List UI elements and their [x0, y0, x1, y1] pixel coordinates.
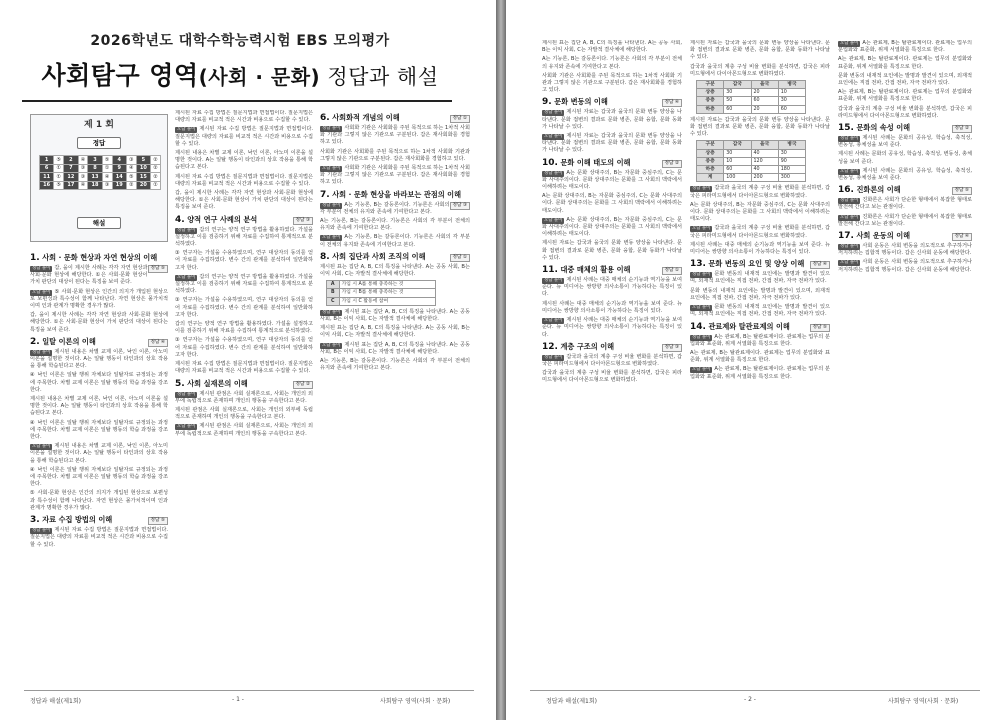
explanation-text: 제시된 사례는 문화의 공유성, 학습성, 축적성, 변동성, 총체성을 보여 준다. [838, 151, 972, 165]
explanation-text: 오답 풀이 갑국과 을국의 계층 구성 비율 변화를 분석하면, 갑국은 피라미드형에서 다이아몬드형으로 변화하였다. [690, 225, 830, 239]
explanation-text: 정답 풀이 문화 변동의 내재적 요인에는 발명과 발견이 있으며, 외재적 요인에는 직접 전파, 간접 전파, 자극 전파가 있다. [690, 271, 830, 285]
explanation-text: ④ 낙인 이론은 일탈 행위 자체보다 일탈자로 규정되는 과정에 주목한다. 차별 교제 이론은 일탈 행동의 학습 과정을 강조한다. [30, 372, 168, 393]
table-cell: 100 [724, 174, 751, 182]
answer-number: 12 [64, 173, 78, 182]
table-cell: 30 [724, 149, 751, 157]
question-title: 6. 사회화적 개념의 이해 정답 ① [320, 113, 470, 123]
explanation-text: 제시된 표는 집단 A, B, C의 특징을 나타낸다. A는 공동 사회, B는 이익 사회, C는 자발적 결사체에 해당한다. [320, 263, 470, 278]
answer-value: ⑤ [54, 156, 64, 165]
table-cell: 60 [751, 97, 778, 105]
answer-grid [39, 155, 161, 190]
answer-box [30, 114, 168, 242]
question-title: 16. 진화론의 이해 정답 ⑤ [838, 185, 972, 195]
table-cell: 120 [751, 157, 778, 165]
answer-value: ③ [102, 181, 112, 190]
table-row [697, 166, 806, 174]
answer-number: 13 [88, 173, 102, 182]
table-cell: 하층 [697, 105, 724, 113]
group-comparison-table [326, 280, 436, 306]
round-label: 제 1 회 [84, 120, 114, 130]
explanation-text: 정답 풀이 진화론은 사회가 단순한 형태에서 복잡한 형태로 발전해 간다고 보는 관점이다. [838, 197, 972, 211]
question-title: 4. 양적 연구 사례의 분석 정답 ③ [175, 215, 313, 225]
table-cell: 계 [697, 174, 724, 182]
page-number: - 1 - [232, 696, 244, 703]
explanation-text: 제시된 자료 수집 방법은 질문지법과 면접법이다. 질문지법은 대량의 자료를 비교적 적은 시간과 비용으로 수집할 수 있다. [175, 361, 313, 375]
explanation-text: A는 관료제, B는 탈관료제이다. 관료제는 업무의 분업화와 표준화, 위계 서열화를 특징으로 한다. [838, 89, 972, 103]
answer-number: 11 [40, 173, 54, 182]
table-row [697, 105, 806, 113]
answer-number: 5 [136, 156, 150, 165]
explanation-text: 갑, 을이 제시한 사례는 각각 자연 현상과 사회·문화 현상에 해당한다. ①은 사회·문화 현상이 가치 판단의 대상이 된다는 특징을 보여 준다. [30, 312, 168, 333]
answer-number: 8 [88, 164, 102, 173]
table-header-cell: 구분 [697, 141, 724, 149]
footer-rule [530, 690, 980, 691]
footer-left: 정답과 해설(제1회) [546, 698, 597, 705]
answer-number: 10 [136, 164, 150, 173]
explanation-text: 정답 풀이 제시된 내용은 차별 교제 이론, 낙인 이론, 아노미 이론을 설명한 것이다. A는 일탈 행동이 타인과의 상호 작용을 통해 학습된다고 본다. [30, 348, 168, 370]
explanation-text: 제시된 사례는 대중 매체의 순기능과 역기능을 보여 준다. 뉴 미디어는 쌍방향 의사소통이 가능하다는 특징이 있다. [690, 241, 830, 256]
question-title: 3. 자료 수집 방법의 이해 정답 ⑤ [30, 515, 168, 525]
table-header-cell: 병국 [778, 81, 805, 89]
explanation-text: 정답 풀이 사회 운동은 사회 변동을 의도적으로 추구하거나 저지하려는 집합적 행동이다. 갑은 신사회 운동에 해당한다. [838, 243, 972, 257]
explanation-text: 정답 풀이 갑, 을이 제시한 사례는 각각 자연 현상과 사회·문화 현상에 해당한다. ①은 사회·문화 현상이 가치 판단의 대상이 된다는 특징을 보여 준다. [30, 265, 148, 286]
explanation-text: 오답 풀이 제시된 자료는 갑국과 을국의 문화 변동 양상을 나타낸다. 문화 접변의 결과로 문화 병존, 문화 융합, 문화 동화가 나타날 수 있다. [542, 133, 682, 154]
column-2 [690, 40, 830, 685]
answer-value: ② [151, 156, 161, 165]
answer-label: 정답 [77, 137, 121, 149]
answer-value: ⑤ [102, 156, 112, 165]
explanation-text: ③ 연구자는 가설을 수용하였으며, 연구 대상자의 동의를 얻어 자료를 수집하였다. 변수 간의 관계를 분석하여 일반화하고자 한다. [175, 337, 313, 358]
column-1 [542, 40, 682, 685]
answer-number: 6 [40, 164, 54, 173]
table-cell: 중층 [697, 97, 724, 105]
table-header-cell: 갑국 [724, 81, 751, 89]
explanation-text: ③ 연구자는 가설을 수용하였으며, 연구 대상자의 동의를 얻어 자료를 수집하였다. 변수 간의 관계를 분석하여 일반화하고자 한다. [175, 297, 313, 318]
explanation-text: 문화 변동의 내재적 요인에는 발명과 발견이 있으며, 외재적 요인에는 직접 전파, 간접 전파, 자극 전파가 있다. [838, 72, 972, 87]
footer-left: 정답과 해설(제1회) [30, 698, 81, 705]
explanation-text: 오답 풀이 A는 관료제, B는 탈관료제이다. 관료제는 업무의 분업화와 표준화, 위계 서열화를 특징으로 한다. [838, 40, 972, 54]
explanation-text: 정답 풀이 A는 관료제, B는 탈관료제이다. 관료제는 업무의 분업화와 표준화, 위계 서열화를 특징으로 한다. [690, 333, 830, 347]
answer-number: 19 [112, 181, 126, 190]
answer-number: 2 [64, 156, 78, 165]
table-cell: 50 [724, 97, 751, 105]
explanation-text: 사회화 기관은 사회화를 주된 목적으로 하는 1차적 사회화 기관과 그렇지 않은 기관으로 구분된다. 갑은 재사회화를 경험하고 있다. [542, 72, 682, 94]
explanation-text: 오답 풀이 사회 운동은 사회 변동을 의도적으로 추구하거나 저지하려는 집합적 행동이다. 갑은 신사회 운동에 해당한다. [838, 259, 972, 273]
table-cell: 30 [778, 149, 805, 157]
answer-value: ① [54, 164, 64, 173]
explanation-text: ⑤ 사회·문화 현상은 인간의 의지가 개입된 현상으로 보편성과 특수성이 함께 나타난다. 자연 현상은 몰가치적이며 인과 관계가 명확한 경우가 많다. [30, 490, 168, 511]
question-title: 9. 문화 변동의 이해 정답 ④ [542, 97, 682, 107]
answer-value: ② [126, 181, 136, 190]
stratum-table-2 [696, 140, 806, 182]
table-cell: 300 [778, 174, 805, 182]
table-cell: 10 [778, 89, 805, 97]
explanation-text: 갑, 을이 제시한 사례는 각각 자연 현상과 사회·문화 현상에 해당한다. ①은 사회·문화 현상이 가치 판단의 대상이 된다는 특징을 보여 준다. [175, 190, 313, 211]
explanation-text: 정답 풀이 제시된 사례는 문화의 공유성, 학습성, 축적성, 변동성, 총체성을 보여 준다. [838, 135, 972, 149]
answer-value: ① [151, 181, 161, 190]
explanation-text: 정답 풀이 제시된 관점은 사회 실재론으로, 사회는 개인의 외부에 독립적으로 존재하며 개인의 행동을 구속한다고 본다. [175, 390, 313, 404]
explanation-text: 제시된 내용은 차별 교제 이론, 낙인 이론, 아노미 이론을 설명한 것이다. A는 일탈 행동이 타인과의 상호 작용을 통해 학습된다고 본다. [30, 396, 168, 417]
explanation-text: 제시된 사례는 대중 매체의 순기능과 역기능을 보여 준다. 뉴 미디어는 쌍방향 의사소통이 가능하다는 특징이 있다. [542, 300, 682, 314]
table-row [697, 97, 806, 105]
answer-value: ③ [78, 164, 88, 173]
explanation-text: ④ 낙인 이론은 일탈 행위 자체보다 일탈자로 규정되는 과정에 주목한다. 차별 교제 이론은 일탈 행동의 학습 과정을 강조한다. [30, 466, 168, 488]
explanation-text: 오답 풀이 문화 변동의 내재적 요인에는 발명과 발견이 있으며, 외재적 요인에는 직접 전파, 간접 전파, 자극 전파가 있다. [690, 304, 830, 318]
answer-number: 15 [136, 173, 150, 182]
footer-right: 사회탐구 영역(사회 · 문화) [380, 698, 451, 705]
answer-number: 16 [40, 181, 54, 190]
exam-subtitle: 2026학년도 대학수학능력시험 EBS 모의평가 [90, 33, 390, 49]
table-header-cell: 갑국 [724, 141, 751, 149]
answer-number: 14 [112, 173, 126, 182]
explanation-text: ④ 낙인 이론은 일탈 행위 자체보다 일탈자로 규정되는 과정에 주목한다. 차별 교제 이론은 일탈 행동의 학습 과정을 강조한다. [30, 419, 168, 441]
title-main: 사회탐구 영역 [41, 61, 199, 90]
answer-number: 4 [112, 156, 126, 165]
explanation-text: A는 기능론, B는 갈등론이다. 기능론은 사회의 각 부분이 전체의 유지와 존속에 기여한다고 본다. [320, 358, 470, 372]
title-rest: 정답과 해설 [320, 65, 439, 89]
question-title: 10. 문화 이해 태도의 이해 정답 ② [542, 158, 682, 168]
answer-value: ⑤ [54, 181, 64, 190]
table-cell: 20 [751, 105, 778, 113]
explanation-text: 오답 풀이 제시된 사례는 대중 매체의 순기능과 역기능을 보여 준다. 뉴 미디어는 쌍방향 의사소통이 가능하다는 특징이 있다. [542, 317, 682, 338]
answer-value: ④ [126, 164, 136, 173]
stratum-table [696, 80, 806, 114]
answer-badge: 정답 ⑤ [148, 265, 168, 273]
answer-number: 20 [136, 181, 150, 190]
question-title: 2. 일탈 이론의 이해 정답 ④ [30, 337, 168, 347]
page-number: - 2 - [744, 696, 756, 703]
answer-value: ④ [102, 173, 112, 182]
footer-right: 사회탐구 영역(사회 · 문화) [888, 698, 959, 705]
table-cell: 가입 시 A를 통해 충족하는 것 [339, 281, 435, 289]
answer-value: ⑤ [126, 173, 136, 182]
explanation-text: 제시된 자료는 갑국과 을국의 문화 변동 양상을 나타낸다. 문화 접변의 결과로 문화 병존, 문화 융합, 문화 동화가 나타날 수 있다. [542, 240, 682, 261]
question-title: 1. 사회 · 문화 현상과 자연 현상의 이해 정답 ⑤ [30, 253, 168, 263]
explanation-text: 오답 풀이 제시된 표는 집단 A, B, C의 특징을 나타낸다. A는 공동 사회, B는 이익 사회, C는 자발적 결사체에 해당한다. [320, 341, 470, 355]
table-cell: 가입 시 B를 통해 충족하는 것 [339, 289, 435, 297]
table-header-cell: 구분 [697, 81, 724, 89]
table-header-cell: 을국 [751, 81, 778, 89]
explanation-text: 정답 풀이 제시된 자료 수집 방법은 질문지법과 면접법이다. 질문지법은 대량의 자료를 비교적 적은 시간과 비용으로 수집할 수 있다. [30, 527, 168, 548]
explanation-text: 정답 풀이 A는 기능론, B는 갈등론이다. 기능론은 사회의 각 부분이 전체의 유지와 존속에 기여한다고 본다. [320, 201, 450, 215]
answer-value: ④ [78, 156, 88, 165]
question-title: 17. 사회 운동의 이해 정답 ④ [838, 231, 972, 241]
table-cell: 30 [778, 97, 805, 105]
explanation-text: 정답 풀이 제시된 표는 집단 A, B, C의 특징을 나타낸다. A는 공동 사회, B는 이익 사회, C는 자발적 결사체에 해당한다. [320, 308, 470, 323]
table-cell: 중층 [697, 157, 724, 165]
explanation-text: 갑의 연구는 양적 연구 방법을 활용하였다. 가설을 설정하고 이를 검증하기 위해 자료를 수집하여 통계적으로 분석하였다. [175, 321, 313, 335]
answer-number: 18 [88, 181, 102, 190]
table-cell: 20 [751, 89, 778, 97]
explanation-text: 정답 풀이 사회화 기관은 사회화를 주된 목적으로 하는 1차적 사회화 기관과 그렇지 않은 기관으로 구분된다. 갑은 재사회화를 경험하고 있다. [320, 125, 470, 146]
question-title: 13. 문화 변동의 요인 및 양상 이해 정답 ④ [690, 259, 830, 269]
table-cell: 90 [778, 157, 805, 165]
explanation-text: A는 관료제, B는 탈관료제이다. 관료제는 업무의 분업화와 표준화, 위계 서열화를 특징으로 한다. [690, 349, 830, 364]
explanation-text: 오답 풀이 진화론은 사회가 단순한 형태에서 복잡한 형태로 발전해 간다고 보는 관점이다. [838, 213, 972, 227]
answer-number: 1 [40, 156, 54, 165]
table-header-cell: 병국 [778, 141, 805, 149]
question-title: 8. 사회 집단과 사회 조직의 이해 정답 ① [320, 252, 470, 262]
explanation-text: 갑국과 을국의 계층 구성 비율 변화를 분석하면, 갑국은 피라미드형에서 다이아몬드형으로 변화하였다. [838, 105, 972, 119]
explanation-text: ③ 연구자는 가설을 수용하였으며, 연구 대상자의 동의를 얻어 자료를 수집하였다. 변수 간의 관계를 분석하여 일반화하고자 한다. [175, 250, 313, 271]
explanation-text: 오답 풀이 A는 관료제, B는 탈관료제이다. 관료제는 업무의 분업화와 표준화, 위계 서열화를 특징으로 한다. [690, 366, 830, 380]
answer-value: ② [151, 173, 161, 182]
column-2 [175, 110, 313, 685]
answer-value: ③ [78, 173, 88, 182]
table-row [697, 149, 806, 157]
explanation-text: 정답 풀이 갑의 연구는 양적 연구 방법을 활용하였다. 가설을 설정하고 이를 검증하기 위해 자료를 수집하여 통계적으로 분석하였다. [175, 226, 313, 248]
answer-value: ③ [126, 156, 136, 165]
explanation-text: 갑국과 을국의 계층 구성 비율 변화를 분석하면, 갑국은 피라미드형에서 다이아몬드형으로 변화하였다. [542, 370, 682, 384]
table-cell: 하층 [697, 166, 724, 174]
column-3 [320, 110, 470, 685]
document-header [30, 30, 450, 92]
table-cell: 상층 [697, 149, 724, 157]
table-cell: 40 [751, 149, 778, 157]
table-cell: 40 [751, 166, 778, 174]
explanation-label: 해설 [77, 217, 121, 229]
explanation-text: A는 문화 상대주의, B는 자문화 중심주의, C는 문화 사대주의이다. 문화 상대주의는 문화를 그 사회의 맥락에서 이해하려는 태도이다. [542, 193, 682, 214]
table-cell: 200 [751, 174, 778, 182]
table-row [327, 289, 436, 297]
explanation-text: A는 문화 상대주의, B는 자문화 중심주의, C는 문화 사대주의이다. 문화 상대주의는 문화를 그 사회의 맥락에서 이해하려는 태도이다. [690, 201, 830, 223]
explanation-text: 제시된 표는 집단 A, B, C의 특징을 나타낸다. A는 공동 사회, B는 이익 사회, C는 자발적 결사체에 해당한다. [542, 40, 682, 54]
column-3 [838, 40, 972, 685]
explanation-text: 오답 풀이 A는 문화 상대주의, B는 자문화 중심주의, C는 문화 사대주의이다. 문화 상대주의는 문화를 그 사회의 맥락에서 이해하려는 태도이다. [542, 216, 682, 238]
answer-number: 17 [64, 181, 78, 190]
table-row [327, 297, 436, 305]
table-row [697, 157, 806, 165]
explanation-text: 제시된 관점은 사회 실재론으로, 사회는 개인의 외부에 독립적으로 존재하며 개인의 행동을 구속한다고 본다. [175, 406, 313, 421]
explanation-text: 제시된 내용은 차별 교제 이론, 낙인 이론, 아노미 이론을 설명한 것이다. A는 일탈 행동이 타인과의 상호 작용을 통해 학습된다고 본다. [175, 150, 313, 171]
table-cell: 60 [724, 105, 751, 113]
title-paren: (사회 · 문화) [198, 65, 321, 89]
table-cell: B [327, 289, 340, 297]
explanation-text: 오답 풀이 갑의 연구는 양적 연구 방법을 활용하였다. 가설을 설정하고 이를 검증하기 위해 자료를 수집하여 통계적으로 분석하였다. [175, 273, 313, 295]
table-cell: 60 [778, 105, 805, 113]
explanation-text: 제시된 자료 수집 방법은 질문지법과 면접법이다. 질문지법은 대량의 자료를 비교적 적은 시간과 비용으로 수집할 수 있다. [175, 173, 313, 187]
explanation-text: 정답 풀이 A는 문화 상대주의, B는 자문화 중심주의, C는 문화 사대주의이다. 문화 상대주의는 문화를 그 사회의 맥락에서 이해하려는 태도이다. [542, 169, 682, 191]
explanation-text: 오답 풀이 제시된 내용은 차별 교제 이론, 낙인 이론, 아노미 이론을 설명한 것이다. A는 일탈 행동이 타인과의 상호 작용을 통해 학습된다고 본다. [30, 443, 168, 464]
explanation-text: 오답 풀이 A는 기능론, B는 갈등론이다. 기능론은 사회의 각 부분이 전체의 유지와 존속에 기여한다고 본다. [320, 234, 470, 248]
answer-number: 7 [64, 164, 78, 173]
table-row [697, 89, 806, 97]
answer-number: 9 [112, 164, 126, 173]
explanation-text: 정답 풀이 갑국과 을국의 계층 구성 비율 변화를 분석하면, 갑국은 피라미드형에서 다이아몬드형으로 변화하였다. [690, 185, 830, 199]
answer-value: ① [54, 173, 64, 182]
explanation-text: 제시된 표는 집단 A, B, C의 특징을 나타낸다. A는 공동 사회, B는 이익 사회, C는 자발적 결사체에 해당한다. [320, 325, 470, 339]
footer-rule [24, 690, 474, 691]
question-title: 14. 관료제와 탈관료제의 이해 정답 ⑤ [690, 322, 830, 332]
table-cell: 60 [724, 166, 751, 174]
table-cell: 10 [724, 157, 751, 165]
explanation-text: A는 기능론, B는 갈등론이다. 기능론은 사회의 각 부분이 전체의 유지와 존속에 기여한다고 본다. [320, 218, 470, 232]
table-cell: 상층 [697, 89, 724, 97]
question-title: 15. 문화의 속성 이해 정답 ② [838, 123, 972, 133]
explanation-text: 제시된 자료는 갑국과 을국의 문화 변동 양상을 나타낸다. 문화 접변의 결과로 문화 병존, 문화 융합, 문화 동화가 나타날 수 있다. [690, 40, 830, 61]
explanation-text: 문화 변동의 내재적 요인에는 발명과 발견이 있으며, 외재적 요인에는 직접 전파, 간접 전파, 자극 전파가 있다. [690, 287, 830, 301]
question-title: 12. 계층 구조의 이해 정답 ③ [542, 342, 682, 352]
explanation-text: 오답 풀이 제시된 자료 수집 방법은 질문지법과 면접법이다. 질문지법은 대량의 자료를 비교적 적은 시간과 비용으로 수집할 수 있다. [175, 126, 313, 147]
question-title: 7. 사회 · 문화 현상을 바라보는 관점의 이해 정답 ③ [320, 190, 470, 200]
question-title: 11. 대중 매체의 활용 이해 정답 ① [542, 265, 682, 275]
question-title: 5. 사회 실재론의 이해 정답 ② [175, 379, 313, 389]
explanation-text: 오답 풀이 ⑤ 사회·문화 현상은 인간의 의지가 개입된 현상으로 보편성과 특수성이 함께 나타난다. 자연 현상은 몰가치적이며 인과 관계가 명확한 경우가 많다. [30, 288, 168, 310]
page-2 [506, 0, 1002, 720]
explanation-text: 제시된 자료는 갑국과 을국의 문화 변동 양상을 나타낸다. 문화 접변의 결과로 문화 병존, 문화 융합, 문화 동화가 나타날 수 있다. [690, 116, 830, 138]
answer-value: ④ [78, 181, 88, 190]
explanation-text: 오답 풀이 제시된 관점은 사회 실재론으로, 사회는 개인의 외부에 독립적으로 존재하며 개인의 행동을 구속한다고 본다. [175, 423, 313, 437]
column-1 [30, 250, 168, 685]
document-title [30, 56, 450, 92]
explanation-text: A는 기능론, B는 갈등론이다. 기능론은 사회의 각 부분이 전체의 유지와 존속에 기여한다고 본다. [542, 56, 682, 70]
answer-value: ① [102, 164, 112, 173]
explanation-text: 정답 풀이 갑국과 을국의 계층 구성 비율 변화를 분석하면, 갑국은 피라미드형에서 다이아몬드형으로 변화하였다. [542, 353, 682, 367]
table-cell: 30 [724, 89, 751, 97]
explanation-text: 사회화 기관은 사회화를 주된 목적으로 하는 1차적 사회화 기관과 그렇지 않은 기관으로 구분된다. 갑은 재사회화를 경험하고 있다. [320, 148, 470, 162]
answer-value: ② [151, 164, 161, 173]
table-cell: A [327, 281, 340, 289]
explanation-text: 갑국과 을국의 계층 구성 비율 변화를 분석하면, 갑국은 피라미드형에서 다이아몬드형으로 변화하였다. [690, 63, 830, 77]
table-header-cell: 을국 [751, 141, 778, 149]
table-cell: 가입 시 C 활동에 참여 [339, 297, 435, 305]
explanation-text: 정답 풀이 제시된 자료는 갑국과 을국의 문화 변동 양상을 나타낸다. 문화 접변의 결과로 문화 병존, 문화 융합, 문화 동화가 나타날 수 있다. [542, 109, 682, 130]
header-rule [22, 100, 452, 102]
explanation-text: 오답 풀이 사회화 기관은 사회화를 주된 목적으로 하는 1차적 사회화 기관과 그렇지 않은 기관으로 구분된다. 갑은 재사회화를 경험하고 있다. [320, 165, 470, 186]
table-row [327, 281, 436, 289]
explanation-text: 제시된 자료 수집 방법은 질문지법과 면접법이다. 질문지법은 대량의 자료를 비교적 적은 시간과 비용으로 수집할 수 있다. [175, 110, 313, 124]
explanation-text: 정답 풀이 제시된 사례는 대중 매체의 순기능과 역기능을 보여 준다. 뉴 미디어는 쌍방향 의사소통이 가능하다는 특징이 있다. [542, 277, 682, 298]
table-row [697, 174, 806, 182]
explanation-text: A는 관료제, B는 탈관료제이다. 관료제는 업무의 분업화와 표준화, 위계 서열화를 특징으로 한다. [838, 56, 972, 70]
table-cell: C [327, 297, 340, 305]
table-cell: 180 [778, 166, 805, 174]
explanation-text: 오답 풀이 제시된 사례는 문화의 공유성, 학습성, 축적성, 변동성, 총체성을 보여 준다. [838, 167, 972, 182]
book-gutter [496, 0, 506, 720]
answer-number: 3 [88, 156, 102, 165]
page-1 [0, 0, 496, 720]
